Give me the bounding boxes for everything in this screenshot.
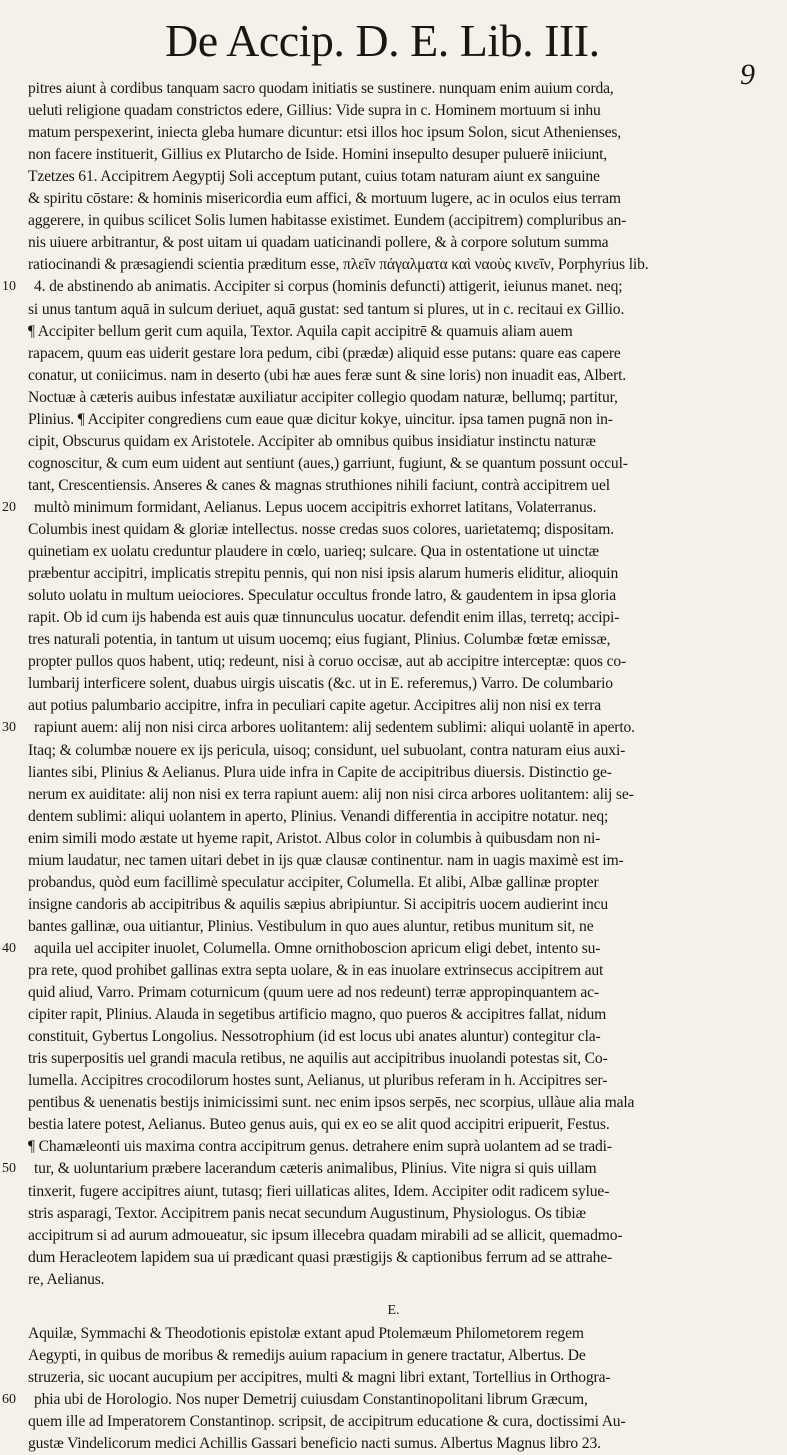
text-line: aquila uel accipiter inuolet, Columella. Omne ornithoboscion apricum eligi debet, intento su- [34, 939, 601, 957]
text-line: tinxerit, fugere accipitres aiunt, tutasq; fieri uillaticas alites, Idem. Accipiter odit radicem sylue- [28, 1182, 610, 1200]
text-line: ¶ Accipiter bellum gerit cum aquila, Textor. Aquila capit accipitrē & quamuis aliam auem [28, 322, 573, 340]
text-line: dum Heracleotem lapidem sua ui prædicant quasi præstigijs & captionibus ferrum ad se attrahe- [28, 1248, 613, 1266]
margin-line-number: 50 [2, 1161, 16, 1177]
text-line: accipitrum si ad aurum admoueatur, sic ipsum illecebra quadam mirabili ad se allicit, quemadmo- [28, 1226, 623, 1244]
text-line: ratiocinandi & præsagiendi scientia præditum esse, πλεῖν πάγαλματα καὶ ναοὺς κινεῖν, Porphyrius lib. [28, 256, 649, 274]
text-line: soluto uolatu in multum ueiociores. Speculatur occultus fronde latro, & gaudentem in ipsa gloria [28, 587, 616, 605]
text-line: dentem sublimi: aliqui uolantem in aperto, Plinius. Venandi differentia in accipitre notatur. neq; [28, 807, 609, 825]
text-line: tris superpositis uel grandi macula retibus, ne aquilis aut accipitribus inuolandi potestas sit, Co- [28, 1050, 608, 1068]
text-line: bestia latere potest, Aelianus. Buteo genus auis, qui ex eo se alit quod accipitri eripuerit, Festus. [28, 1116, 610, 1134]
text-line: nis uiuere arbitrantur, & post uitam ui quadam uaticinandi pollere, & à corpore solutum summa [28, 234, 609, 252]
text-line: cipiter rapit, Plinius. Alauda in segetibus artificio magno, quo pueros & accipitres fallat, nidum [28, 1006, 607, 1024]
text-line: cognoscitur, & cum eum uident aut sentiunt (aues,) garriunt, fugiunt, & se quantum possunt occul- [28, 454, 628, 472]
text-line: Aquilæ, Symmachi & Theodotionis epistolæ extant apud Ptolemæum Philometorem regem [28, 1324, 584, 1342]
text-line: quid aliud, Varro. Primam coturnicum (quum uere ad nos redeunt) terræ appropinquantem ac- [28, 984, 599, 1002]
text-line: Aegypti, in quibus de moribus & remedijs auium rapacium in genere tractatur, Albertus. De [28, 1346, 586, 1364]
text-line: rapit. Ob id cum ijs habenda est auis quæ tinnunculus uocatur. defendit enim illas, terretq; accipi- [28, 609, 620, 627]
text-line: ¶ Chamæleonti uis maxima contra accipitrum genus. detrahere enim suprà uolantem ad se tradi- [28, 1138, 612, 1156]
text-line: Itaq; & columbæ nouere ex ijs pericula, uisoq; considunt, uel subuolant, contra naturam eius auxi- [28, 741, 626, 759]
text-line: Tzetzes 61. Accipitrem Aegyptij Soli acceptum putant, cuius totam naturam aiunt ex sanguine [28, 168, 600, 186]
text-line: Noctuæ à cæteris auibus infestatæ auxiliatur accipiter collegio quodam naturæ, bellumq; partitur, [28, 388, 618, 406]
text-line: cipit, Obscurus quidam ex Aristotele. Accipiter ab omnibus quibus insidiatur instinctu naturæ [28, 432, 596, 450]
margin-line-number: 40 [2, 940, 16, 956]
text-line: pentibus & uenenatis bestijs inimicissimi sunt. nec enim ipsos serpēs, nec scorpius, ullàue alia mala [28, 1094, 635, 1112]
margin-line-number: 30 [2, 720, 16, 736]
margin-line-number: 10 [2, 279, 16, 295]
text-line: liantes sibi, Plinius & Aelianus. Plura uide infra in Capite de accipitribus diuersis. Distinctio ge- [28, 763, 612, 781]
text-line: enim simili modo æstate ut hyeme rapit, Aristot. Albus color in columbis à quibusdam non ni- [28, 829, 601, 847]
text-line: phia ubi de Horologio. Nos nuper Demetrij cuiusdam Constantinopolitani librum Græcum, [34, 1390, 588, 1408]
page-title: De Accip. D. E. Lib. III. [165, 15, 600, 66]
text-line: rapacem, quum eas uiderit gestare lora pedum, cibi (prædæ) aliquid esse putans: quare eas capere [28, 344, 621, 362]
text-line: tres naturali potentia, in tantum ut uisum uocemq; eius fugiant, Plinius. Columbæ fœtæ emissæ, [28, 631, 611, 649]
text-line: multò minimum formidant, Aelianus. Lepus uocem accipitris exhorret latitans, Volaterranus. [34, 498, 597, 516]
text-line: bantes gallinæ, oua uitiantur, Plinius. Vestibulum in quo aues aluntur, retibus munitum sit, ne [28, 917, 594, 935]
text-line: mium laudatur, nec tamen uitari debet in ijs quæ clausæ continentur. nam in uagis maximè est im- [28, 851, 624, 869]
text-line: struzeria, sic uocant aucupium per accipitres, multi & magni libri extant, Tortellius in Orthogra- [28, 1368, 611, 1386]
text-line: præbentur accipitri, implicatis strepitu pennis, qui non nisi ipsis alarum humeris eliditur, alioquin [28, 565, 619, 583]
text-line: quem ille ad Imperatorem Constantinop. scripsit, de accipitrum educatione & cura, doctissimi Au- [28, 1412, 626, 1430]
text-line: probandus, quòd eum facillimè speculatur accipiter, Columella. Et alibi, Albæ gallinæ propter [28, 873, 599, 891]
section-mark-e: E. [387, 1302, 400, 1318]
text-line: tur, & uoluntarium præbere lacerandum cæteris animalibus, Plinius. Vite nigra si quis uillam [34, 1160, 597, 1178]
folio-number: 9 [740, 58, 755, 91]
text-line: pra rete, quod prohibet gallinas extra septa uolare, & in eas inuolare extrinsecus accipitrem aut [28, 962, 604, 979]
text-line: pitres aiunt à cordibus tanquam sacro quodam initiatis se sustinere. nunquam enim auium corda, [28, 80, 614, 97]
text-line: si unus tantum aquā in sulcum deriuet, aquā gustat: sed tantum si plures, ut in c. recitaui ex Gillio. [28, 300, 625, 318]
text-line: constituit, Gybertus Longolius. Nessotrophium (id est locus ubi anates aluntur) contegitur cla- [28, 1028, 601, 1046]
text-line: rapiunt auem: alij non nisi circa arbores uolitantem: alij sedentem sublimi: aliqui uolantē in aperto. [34, 719, 635, 737]
text-line: propter pullos quos habent, utiq; redeunt, nisi à coruo occisæ, aut ab accipitre interceptæ: quos co- [28, 653, 627, 671]
text-line: tant, Crescentiensis. Anseres & canes & magnas struthiones nihili faciunt, contrà accipitrem uel [28, 476, 610, 494]
text-line: aut potius palumbario accipitre, infra in peculiari capite agetur. Accipitres alij non nisi ex terra [28, 697, 602, 715]
text-line: aggerere, in quibus scilicet Solis lumen habitasse existimet. Eundem (accipitrem) compluribus an- [28, 212, 627, 230]
text-line: non facere instituerit, Gillius ex Plutarcho de Iside. Homini insepulto desuper puluerē iniiciunt, [28, 146, 608, 164]
text-line: quinetiam ex uolatu creduntur plaudere in cœlo, uarieq; sulcare. Qua in ostentatione ut uinctæ [28, 543, 599, 561]
text-line: ueluti religione quadam constrictos edere, Gillius: Vide supra in c. Hominem mortuum si inhu [28, 102, 601, 120]
text-line: stris asparagi, Textor. Accipitrem panis necat secundum Augustinum, Physiologus. Os tibiæ [28, 1204, 586, 1222]
margin-line-number: 20 [2, 499, 16, 515]
text-line: & spiritu cōstare: & hominis misericordia eum affici, & mortuum lugere, ac in oculos eius terram [28, 190, 621, 208]
text-line: matum perspexerint, iniecta gleba humare dicuntur: etsi illos hoc ipsum Solon, sicut Athenienses, [28, 124, 622, 142]
text-line: insigne candoris ab accipitribus & aquilis sæpius abripiuntur. Si accipitris uocem audierint incu [28, 895, 609, 913]
text-line: Columbis inest quidam & gloriæ intellectus. nosse credas suos colores, uarietatemq; dispositam. [28, 521, 615, 538]
text-line: re, Aelianus. [28, 1270, 105, 1288]
text-line: gustæ Vindelicorum medici Achillis Gassari beneficio nacti sumus. Albertus Magnus libro 23. [28, 1435, 601, 1452]
text-line: lumella. Accipitres crocodilorum hostes sunt, Aelianus, ut pluribus referam in h. Accipitres ser- [28, 1072, 608, 1090]
text-line: conatur, ut coniicimus. nam in deserto (ubi hæ aues feræ sunt & sine loris) non inuadit eas, Albert. [28, 366, 627, 384]
margin-line-number: 60 [2, 1391, 16, 1407]
text-line: Plinius. ¶ Accipiter congrediens cum eaue quæ dicitur kokye, uincitur. ipsa tamen pugnā non in- [28, 410, 613, 428]
text-line: nerum ex auiditate: alij non nisi ex terra rapiunt auem: alij non nisi circa arbores uolitantem: alij se- [28, 785, 634, 803]
text-line: 4. de abstinendo ab animatis. Accipiter si corpus (hominis defuncti) attigerit, ieiunus manet. neq; [34, 278, 623, 296]
text-line: lumbarij interficere solent, duabus uirgis uiscatis (&c. ut in E. referemus,) Varro. De columbario [28, 675, 613, 693]
